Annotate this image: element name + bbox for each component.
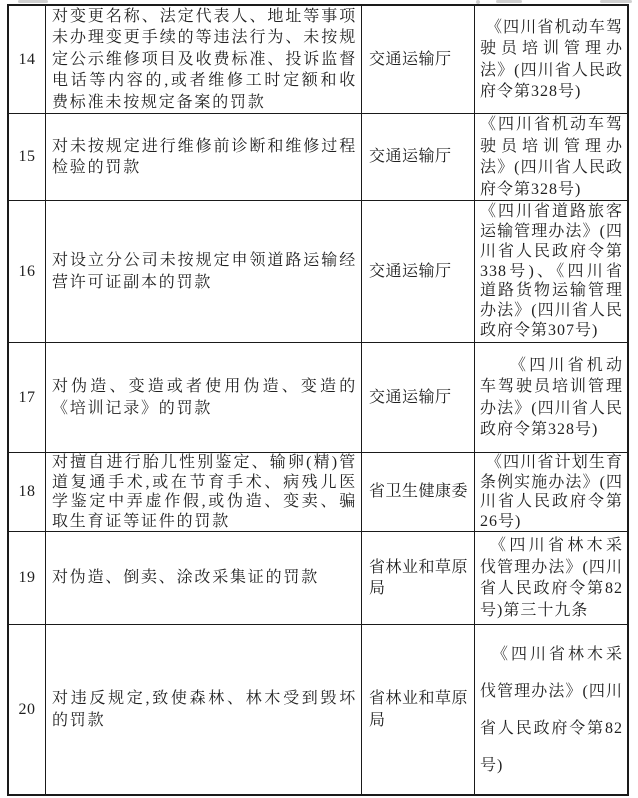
penalty-items-table: [7, 4, 629, 796]
row-number-cell: 19: [9, 532, 46, 625]
description-cell: [46, 453, 362, 532]
legal-basis-text: 《四川省机动车驾驶员培训管理办法》(四川省人民政府令第328号): [480, 18, 623, 100]
legal-basis-cell: [475, 114, 629, 201]
legal-basis-cell: [475, 343, 629, 453]
row-number-cell: 20: [9, 625, 46, 796]
description-text: 对变更名称、法定代表人、地址等事项未办理变更手续的等违法行为、未按规定公示维修项目及收费标准、投诉监督电话等内容的,或者维修工时定额和收费标准未按规定备案的罚款: [52, 7, 357, 111]
description-text: 对未按规定进行维修前诊断和维修过程检验的罚款: [52, 137, 357, 176]
description-cell: [46, 6, 362, 114]
row-number-cell: 14: [9, 6, 46, 114]
legal-basis-text: 《四川省计划生育条例实施办法》(四川省人民政府令第26号): [480, 454, 623, 530]
description-cell: [46, 625, 362, 796]
legal-basis-text: 《四川省机动车驾驶员培训管理办法》(四川省人民政府令第328号): [480, 356, 623, 438]
row-number-cell: 15: [9, 114, 46, 201]
department-text: 交通运输厅: [369, 50, 452, 68]
row-number-cell: 18: [9, 453, 46, 532]
department-cell: [362, 201, 475, 343]
legal-basis-cell: [475, 201, 629, 343]
description-text: 对设立分公司未按规定申领道路运输经营许可证副本的罚款: [52, 252, 357, 291]
department-cell: [362, 532, 475, 625]
description-text: 对伪造、变造或者使用伪造、变造的《培训记录》的罚款: [52, 378, 357, 417]
department-text: 交通运输厅: [369, 262, 452, 280]
legal-basis-cell: [475, 453, 629, 532]
department-cell: [362, 453, 475, 532]
legal-basis-cell: [475, 6, 629, 114]
scan-artifact: [600, 0, 632, 3]
department-cell: [362, 6, 475, 114]
description-cell: [46, 114, 362, 201]
legal-basis-cell: [475, 625, 629, 796]
description-cell: [46, 532, 362, 625]
department-cell: [362, 343, 475, 453]
department-text: 省林业和草原局: [369, 690, 469, 729]
department-text: 交通运输厅: [369, 148, 452, 166]
legal-basis-text: 《四川省道路旅客运输管理办法》(四川省人民政府令第338号)、《四川省道路货物运输管理办法》(四川省人民政府令第307号): [480, 203, 623, 339]
legal-basis-text: 《四川省机动车驾驶员培训管理办法》(四川省人民政府令第328号): [480, 116, 623, 198]
legal-basis-text: 《四川省林木采伐管理办法》(四川省人民政府令第82号): [480, 645, 623, 774]
scan-artifact: [496, 0, 522, 3]
department-cell: [362, 114, 475, 201]
department-text: 省卫生健康委: [369, 483, 469, 501]
department-text: 省林业和草原局: [369, 558, 469, 597]
description-cell: [46, 343, 362, 453]
row-number-cell: 16: [9, 201, 46, 343]
description-text: 对违反规定,致使森林、林木受到毁坏的罚款: [52, 690, 357, 729]
legal-basis-cell: [475, 532, 629, 625]
department-cell: [362, 625, 475, 796]
description-text: 对伪造、倒卖、涂改采集证的罚款: [52, 569, 320, 587]
description-cell: [46, 201, 362, 343]
description-text: 对擅自进行胎儿性别鉴定、输卵(精)管道复通手术,或在节育手术、病残儿医学鉴定中弄虚作假,或伪造、变卖、骗取生育证等证件的罚款: [52, 454, 357, 530]
scan-artifact: [18, 0, 48, 3]
department-text: 交通运输厅: [369, 388, 452, 406]
row-number-cell: 17: [9, 343, 46, 453]
legal-basis-text: 《四川省林木采伐管理办法》(四川省人民政府令第82号)第三十九条: [480, 537, 623, 619]
